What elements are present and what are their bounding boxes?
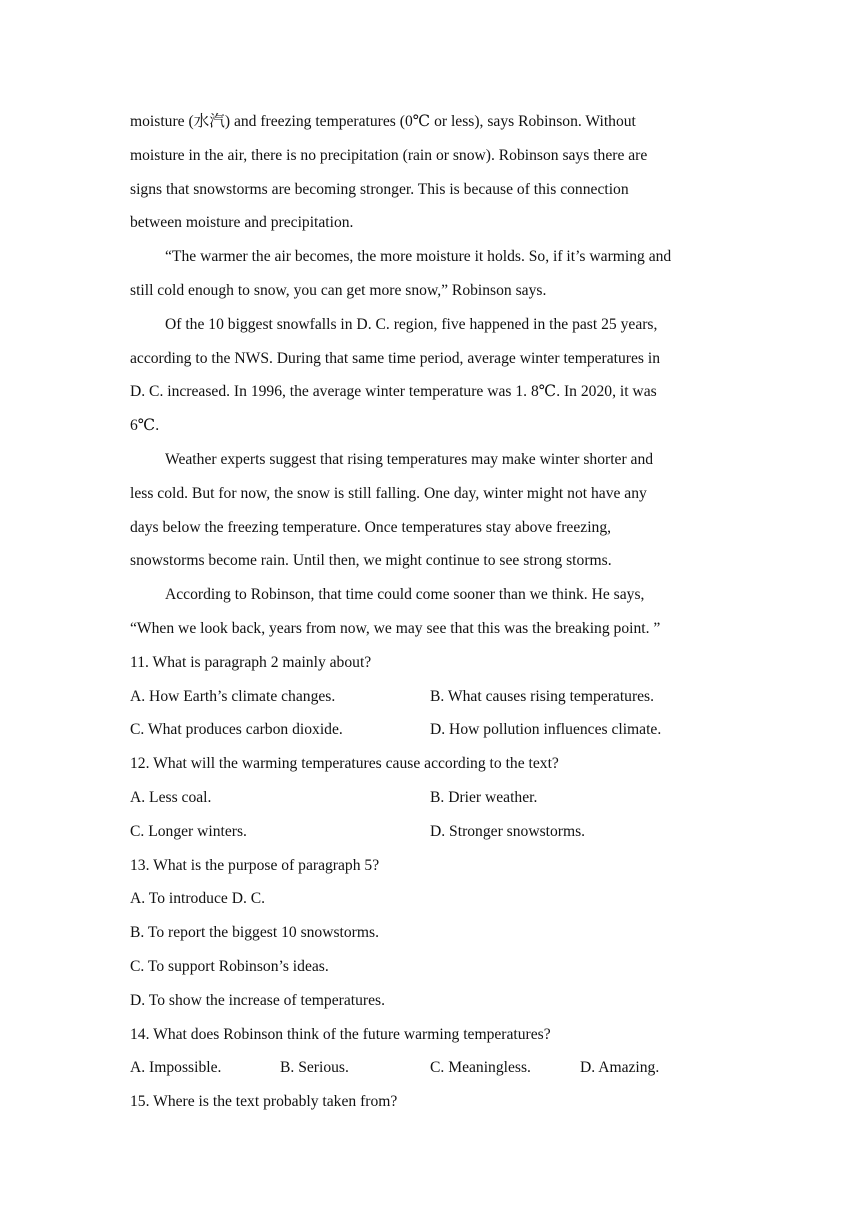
document-page xyxy=(130,105,740,1119)
option-c: C. To support Robinson’s ideas. xyxy=(130,957,329,975)
option-c: C. Longer winters. xyxy=(130,822,247,840)
option-row xyxy=(130,815,740,849)
question-stem: 13. What is the purpose of paragraph 5? xyxy=(130,856,380,874)
paragraph-4 xyxy=(130,443,740,578)
option-a: A. Less coal. xyxy=(130,788,212,806)
option-b: B. Drier weather. xyxy=(430,788,538,806)
paragraph-3 xyxy=(130,308,740,443)
passage-line: Of the 10 biggest snowfalls in D. C. region, five happened in the past 25 years, xyxy=(165,315,658,333)
passage-line: moisture (水汽) and freezing temperatures (0℃ or less), says Robinson. Without xyxy=(130,113,636,130)
question-stem: 15. Where is the text probably taken from? xyxy=(130,1093,398,1111)
question-12 xyxy=(130,747,740,848)
passage-line: Weather experts suggest that rising temperatures may make winter shorter and xyxy=(165,450,654,468)
question-stem: 12. What will the warming temperatures cause according to the text? xyxy=(130,755,559,773)
passage-line: less cold. But for now, the snow is still falling. One day, winter might not have any xyxy=(130,484,647,502)
paragraph-2 xyxy=(130,240,740,308)
passage-line: “The warmer the air becomes, the more moisture it holds. So, if it’s warming and xyxy=(165,248,672,266)
passage-line: snowstorms become rain. Until then, we might continue to see strong storms. xyxy=(130,552,612,570)
passage-line: signs that snowstorms are becoming stronger. This is because of this connection xyxy=(130,180,629,198)
passage-line: still cold enough to snow, you can get more snow,” Robinson says. xyxy=(130,281,547,299)
option-row xyxy=(130,680,740,714)
option-d: D. Amazing. xyxy=(580,1059,660,1077)
option-d: D. Stronger snowstorms. xyxy=(430,822,586,840)
option-b: B. What causes rising temperatures. xyxy=(430,687,655,705)
passage-line: according to the NWS. During that same time period, average winter temperatures in xyxy=(130,349,661,367)
question-14 xyxy=(130,1018,740,1086)
passage-line: “When we look back, years from now, we may see that this was the breaking point. ” xyxy=(130,619,661,637)
passage-line: moisture in the air, there is no precipitation (rain or snow). Robinson says there are xyxy=(130,146,648,164)
option-row xyxy=(130,713,740,747)
paragraph-1 xyxy=(130,105,740,240)
option-d: D. To show the increase of temperatures. xyxy=(130,991,385,1009)
option-a: A. How Earth’s climate changes. xyxy=(130,687,336,705)
reading-passage xyxy=(130,105,740,646)
option-b: B. To report the biggest 10 snowstorms. xyxy=(130,924,379,942)
question-13 xyxy=(130,849,740,1018)
question-stem: 14. What does Robinson think of the future warming temperatures? xyxy=(130,1025,551,1043)
option-b: B. Serious. xyxy=(280,1059,349,1077)
question-15 xyxy=(130,1085,740,1119)
option-a: A. Impossible. xyxy=(130,1059,222,1077)
passage-line: days below the freezing temperature. Once temperatures stay above freezing, xyxy=(130,518,612,536)
paragraph-5 xyxy=(130,578,740,646)
passage-line: According to Robinson, that time could come sooner than we think. He says, xyxy=(165,586,645,604)
option-row xyxy=(130,781,740,815)
passage-line: between moisture and precipitation. xyxy=(130,214,354,232)
question-stem: 11. What is paragraph 2 mainly about? xyxy=(130,653,372,671)
option-d: D. How pollution influences climate. xyxy=(430,721,662,739)
option-c: C. What produces carbon dioxide. xyxy=(130,721,343,739)
option-row xyxy=(130,1051,740,1085)
passage-line: 6℃. xyxy=(130,417,160,435)
option-c: C. Meaningless. xyxy=(430,1059,531,1077)
passage-line: D. C. increased. In 1996, the average winter temperature was 1. 8℃. In 2020, it was xyxy=(130,383,657,401)
question-11 xyxy=(130,646,740,747)
option-a: A. To introduce D. C. xyxy=(130,890,266,908)
